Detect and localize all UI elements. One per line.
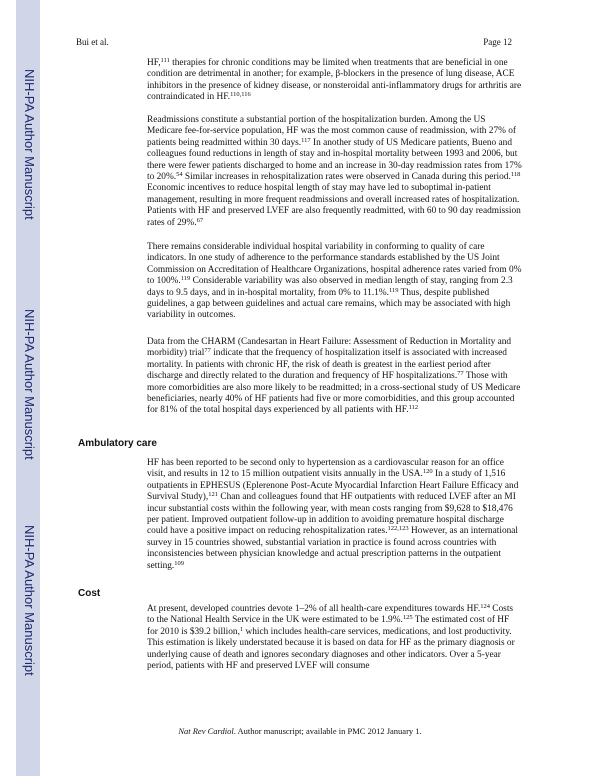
citation-superscript: 112: [408, 404, 419, 412]
text-run: HF has been reported to be second only to hypertension as a cardiovascular reason for an office visit, and results in 12 to 15 million outpatient visits annually in the USA.: [147, 458, 504, 480]
citation-superscript: 121: [208, 491, 219, 499]
text-run: The estimated cost of HF for 2010 is $39.2 billion,: [147, 615, 510, 637]
text-run: Readmissions constitute a substantial portion of the hospitalization burden. Among the US Medicare fee-for-service population, HF was the most common cause of readmission, with 27% of patients being readmitted within 30 days.: [147, 115, 517, 148]
footer-citation: [0, 726, 600, 736]
text-run: At present, developed countries devote 1–2% of all health-care expenditures towards HF.: [147, 604, 481, 614]
paragraph-1: [147, 58, 522, 104]
sidebar-label: NIH-PA Author Manuscript: [22, 308, 37, 460]
manuscript-sidebar: [16, 0, 40, 776]
footer-text: . Author manuscript; available in PMC 2012 January 1.: [233, 726, 422, 736]
text-run: indicate that the frequency of hospitalization itself is associated with increased mortality. In patients with chronic HF, the risk of death is greatest in the earliest period after discharge and directly related to the duration and frequency of HF hospitalizations.: [147, 348, 507, 382]
page-number: Page 12: [483, 37, 512, 47]
text-run: In a study of 1,516 outpatients in EPHESUS (Eplerenone Post-Acute Myocardial Infarction Heart Failure Efficacy and Survival Study),: [147, 469, 519, 503]
citation-superscript: 120: [422, 468, 433, 476]
paragraph-3: [147, 242, 522, 322]
text-run: There remains considerable individual hospital variability in conforming to quality of care indicators. In one study of adherence to the performance standards established by the US Joint Commission on Accreditation of Healthcare Organizations, hospital adherence rates varied from 0% to 100%.: [147, 242, 522, 287]
text-run: Considerable variability was also observed in median length of stay, ranging from 2.3 days to 9.5 days, and in in-hospital mortality, from 0% to 11.1%.: [147, 276, 513, 298]
text-run: In another study of US Medicare patients, Bueno and colleagues found reductions in length of stay and in-hospital mortality between 1993 and 2006, but there were fewer patients discharged to home and an increase in 30-day readmission rates from 17% to 20%.: [147, 137, 522, 183]
citation-superscript: 111: [160, 57, 170, 64]
text-run: Thus, despite published guidelines, a gap between guidelines and actual care remains, which may be associated with high variability in outcomes.: [147, 287, 511, 321]
journal-name: Nat Rev Cardiol: [178, 726, 234, 736]
paragraph-2: [147, 115, 522, 229]
citation-superscript: 109: [174, 559, 185, 567]
citation-superscript: 110,116: [230, 91, 251, 99]
citation-superscript: 119: [180, 275, 191, 283]
text-run: HF,: [147, 58, 161, 68]
text-run: Data from the CHARM (Candesartan in Heart Failure: Assessment of Reduction in Mortality and morbidity) trial: [147, 337, 512, 359]
citation-superscript: 77: [457, 370, 464, 378]
paragraph-5: [147, 458, 522, 572]
running-head-author: Bui et al.: [76, 37, 109, 47]
citation-superscript: 67: [196, 216, 204, 224]
citation-superscript: 124: [480, 603, 490, 610]
paragraph-4: [147, 337, 522, 417]
text-run: Similar increases in rehospitalization rates were observed in Canada during this period.: [182, 172, 511, 183]
text-run: However, as an international survey in 15 countries showed, substantial variation in practice is found across countries with inconsistencies between physician knowledge and actual prescription patterns in the outpatient setting.: [147, 526, 519, 571]
text-run: Those with more comorbidities are also more likely to be readmitted; in a cross-sectional study of US Medicare beneficiaries, nearly 40% of HF patients had five or more comorbidities, and this group accounted for 81% of the total hospital days experienced by all patients with HF.: [147, 371, 521, 416]
citation-superscript: 1: [239, 625, 244, 633]
citation-superscript: 77: [204, 347, 211, 355]
text-run: Costs to the National Health Service in the UK were estimated to be 1.9%.: [147, 604, 514, 626]
citation-superscript: 125: [402, 614, 413, 622]
text-run: therapies for chronic conditions may be limited when treatments that are beneficial in one condition are detrimental in another; for example, β-blockers in the presence of lung disease, ACE inhibitors in the presence of kidney disease, or nonsteroidal anti-inflammatory drugs for arthritis are contraindicated in HF.: [147, 58, 522, 103]
text-run: Chan and colleagues found that HF outpatients with reduced LVEF after an MI incur substantial costs within the following year, with mean costs ranging from $9,628 to $18,476 per patient. Improved outpatient follow-up in addition to avoiding premature hospital discharge could have a positive impact on reducing rehospitalization rates.: [147, 492, 516, 537]
citation-superscript: 119: [388, 286, 399, 294]
citation-superscript: 118: [510, 171, 521, 179]
sidebar-label: NIH-PA Author Manuscript: [22, 524, 37, 676]
citation-superscript: 122,123: [387, 525, 409, 533]
text-run: Economic incentives to reduce hospital length of stay may have led to suboptimal in-patient management, resulting in more frequent readmissions and overall increased rates of hospitalization. Patients with HF and preserved LVEF are also frequently readmitted, with 60 to 90 day readmission rates of 29%.: [147, 183, 521, 228]
paragraph-6: [147, 604, 522, 672]
section-heading-cost: Cost: [78, 588, 101, 599]
section-heading-ambulatory-care: Ambulatory care: [78, 438, 157, 449]
citation-superscript: 117: [301, 136, 311, 144]
text-run: which includes health-care services, medications, and lost productivity. This estimation is likely understated because it is based on data for HF as the primary diagnosis or underlying cause of death and ignores secondary diagnoses and other indicators. Over a 5-year period, patients with HF and preserved LVEF will consume: [147, 626, 515, 672]
sidebar-label: NIH-PA Author Manuscript: [22, 68, 37, 220]
citation-superscript: 54: [176, 171, 183, 179]
